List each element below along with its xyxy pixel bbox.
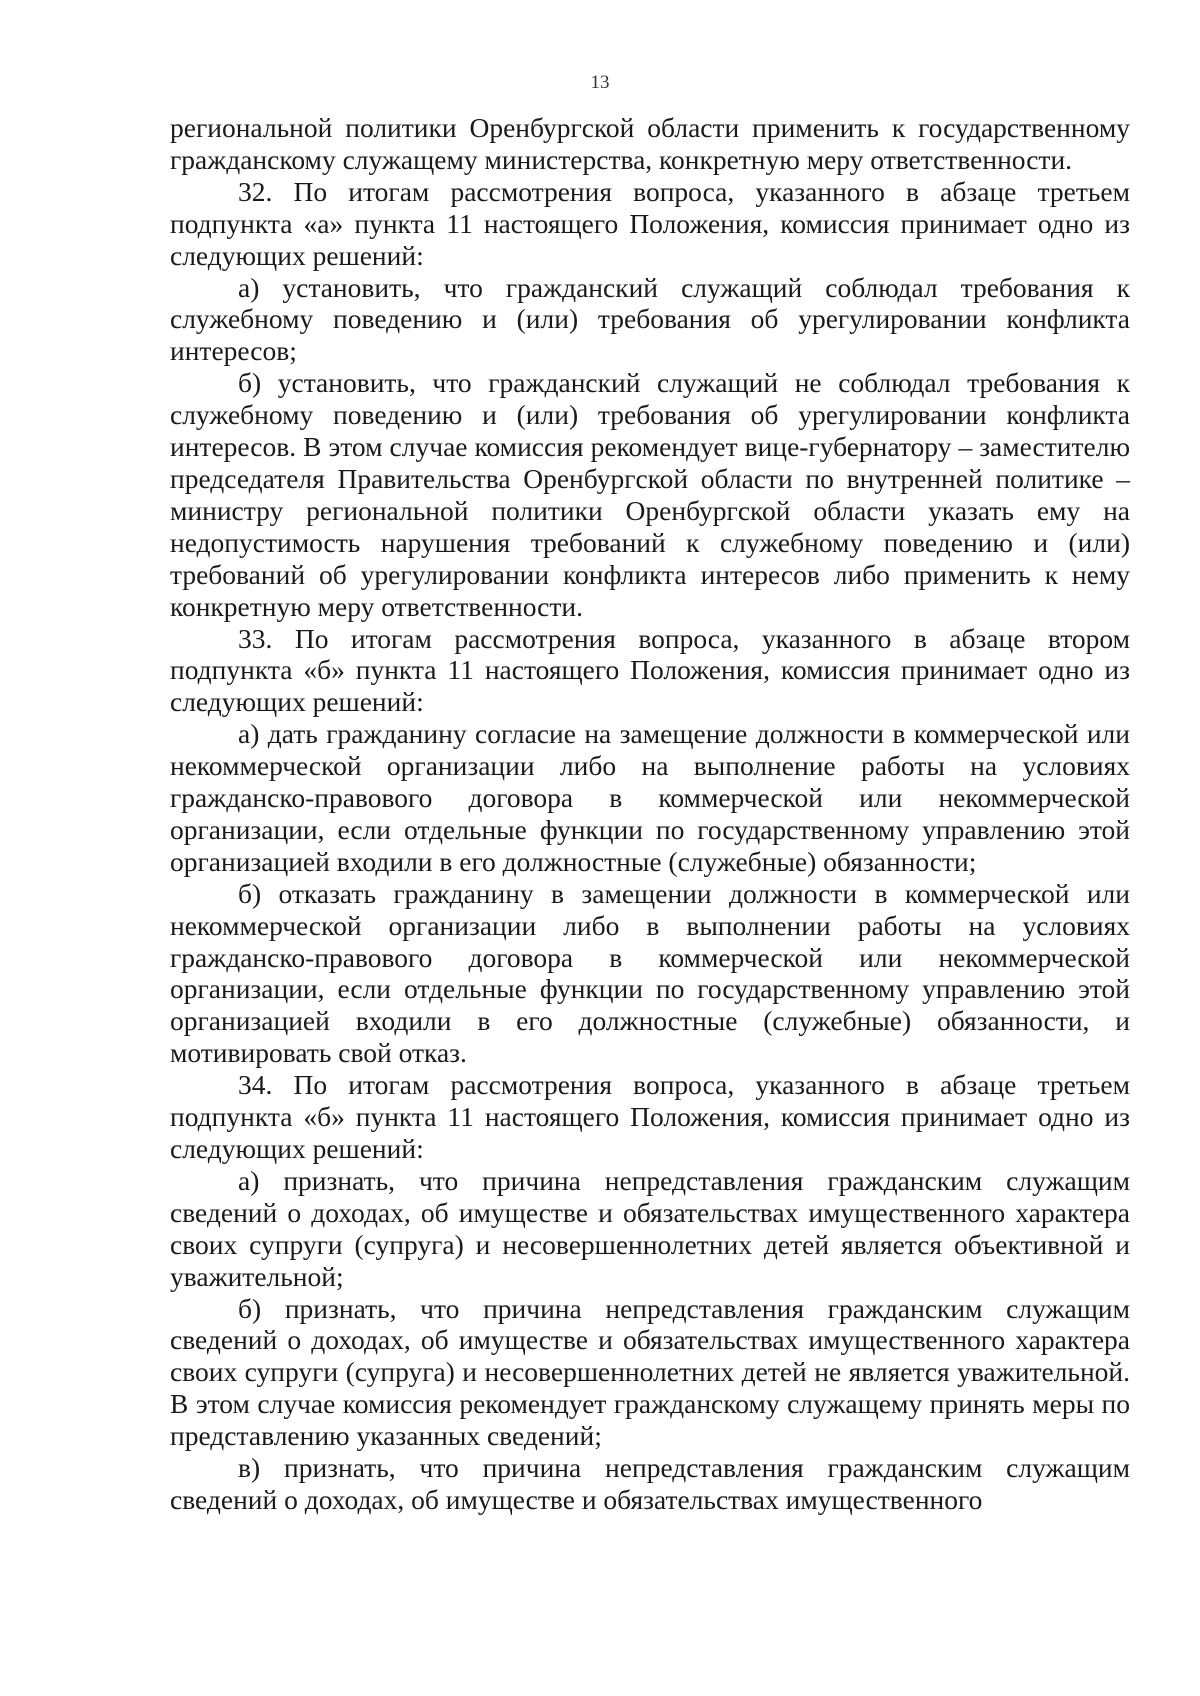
paragraph-clause-34-v: в) признать, что причина непредставления гражданским служащим сведений о доходах, об имуществе и обязательствах имущественного xyxy=(170,1452,1130,1515)
paragraph-clause-33: 33. По итогам рассмотрения вопроса, указанного в абзаце втором подпункта «б» пункта 11 настоящего Положения, комиссия принимает одно из следующих решений: xyxy=(170,622,1130,718)
paragraph-clause-34-b: б) признать, что причина непредставления гражданским служащим сведений о доходах, об имуществе и обязательствах имущественного характера своих супруги (супруга) и несовершеннолетних детей не является уважительной. В этом случае комиссия рекомендует гражданскому служащему принять меры по представлению указанных сведений; xyxy=(170,1292,1130,1452)
document-body xyxy=(170,112,1130,1516)
page-number: 13 xyxy=(590,72,610,93)
paragraph-clause-34-a: а) признать, что причина непредставления гражданским служащим сведений о доходах, об имуществе и обязательствах имущественного характера своих супруги (супруга) и несовершеннолетних детей является объективной и уважительной; xyxy=(170,1164,1130,1292)
paragraph-clause-33-a: а) дать гражданину согласие на замещение должности в коммерческой или некоммерческой организации либо на выполнение работы на условиях гражданско-правового договора в коммерческой или некоммерческой организации, если отдельные функции по государственному управлению этой организацией входили в его должностные (служебные) обязанности; xyxy=(170,718,1130,877)
paragraph-continuation: региональной политики Оренбургской области применить к государственному гражданскому служащему министерства, конкретную меру ответственности. xyxy=(170,112,1130,175)
paragraph-clause-33-b: б) отказать гражданину в замещении должности в коммерческой или некоммерческой организации либо в выполнении работы на условиях гражданско-правового договора в коммерческой или некоммерческой организации, если отдельные функции по государственному управлению этой организацией входили в его должностные (служебные) обязанности, и мотивировать свой отказ. xyxy=(170,877,1130,1069)
paragraph-clause-32: 32. По итогам рассмотрения вопроса, указанного в абзаце третьем подпункта «а» пункта 11 настоящего Положения, комиссия принимает одно из следующих решений: xyxy=(170,175,1130,271)
paragraph-clause-32-b: б) установить, что гражданский служащий не соблюдал требования к служебному поведению и (или) требования об урегулировании конфликта интересов. В этом случае комиссия рекомендует вице-губернатору – заместителю председателя Правительства Оренбургской области по внутренней политике – министру региональной политики Оренбургской области указать ему на недопустимость нарушения требований к служебному поведению и (или) требований об урегулировании конфликта интересов либо применить к нему конкретную меру ответственности. xyxy=(170,367,1130,622)
paragraph-clause-34: 34. По итогам рассмотрения вопроса, указанного в абзаце третьем подпункта «б» пункта 11 настоящего Положения, комиссия принимает одно из следующих решений: xyxy=(170,1069,1130,1164)
paragraph-clause-32-a: а) установить, что гражданский служащий соблюдал требования к служебному поведению и (или) требования об урегулировании конфликта интересов; xyxy=(170,271,1130,367)
